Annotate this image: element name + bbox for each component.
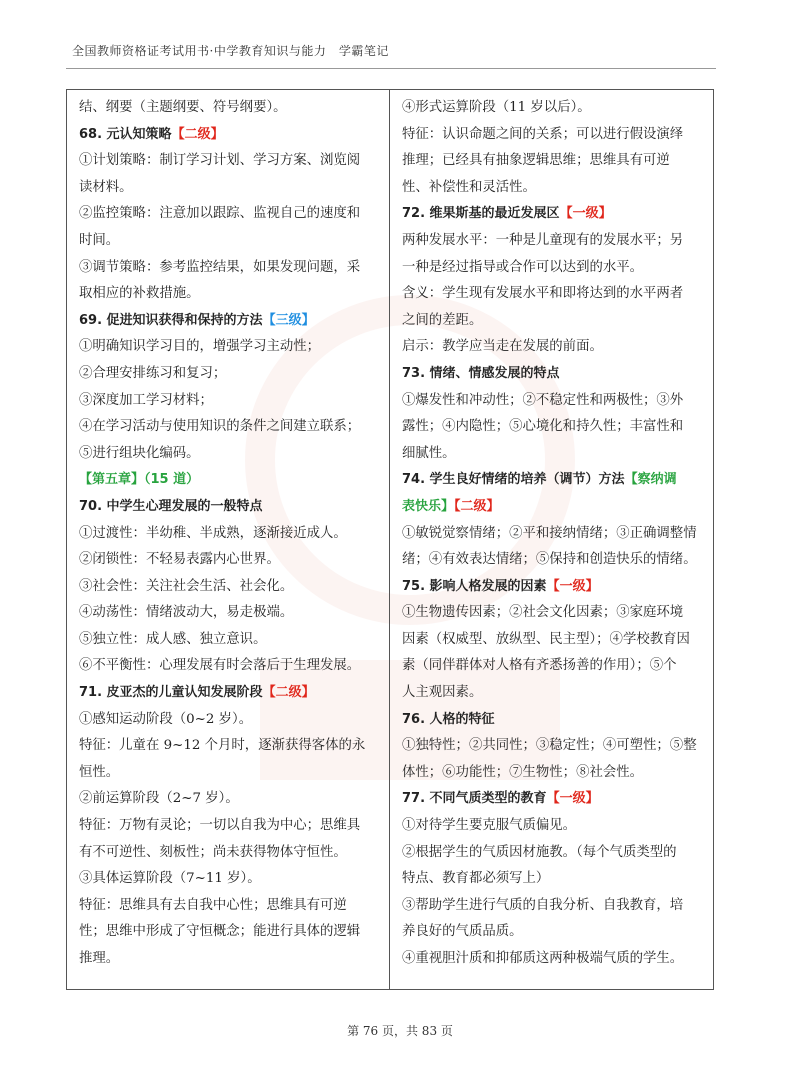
heading-76: [402, 707, 701, 734]
heading-title: 70. 中学生心理发展的一般特点: [79, 498, 263, 514]
text-line: 性；思维中形成了守恒概念；能进行具体的逻辑: [79, 924, 361, 940]
heading-75: [402, 574, 701, 601]
level-tag: 【二级】: [454, 498, 500, 514]
heading-69: [79, 308, 377, 335]
heading-title: 72. 维果斯基的最近发展区: [402, 206, 560, 222]
heading-72: [402, 201, 701, 228]
text-line: 性、补偿性和灵活性。: [402, 179, 536, 195]
heading-title: 76. 人格的特征: [402, 711, 495, 727]
text-line: 两种发展水平：一种是儿童现有的发展水平；另: [402, 232, 684, 248]
text-line: ③深度加工学习材料；: [79, 392, 213, 408]
text-line: ①生物遗传因素；②社会文化因素；③家庭环境: [402, 605, 684, 621]
text-line: 推理；已经具有抽象逻辑思维；思维具有可逆: [402, 153, 670, 169]
heading-title: 77. 不同气质类型的教育: [402, 791, 547, 807]
text-line: ⑥不平衡性：心理发展有时会落后于生理发展。: [79, 658, 361, 674]
left-column: [67, 90, 390, 989]
text-line: 特征：思维具有去自我中心性；思维具有可逆: [79, 897, 347, 913]
level-tag: 【二级】: [171, 126, 224, 142]
heading-title: 73. 情绪、情感发展的特点: [402, 365, 560, 381]
text-line: 一种是经过指导或合作可以达到的水平。: [402, 259, 644, 275]
text-line: 因素（权威型、放纵型、民主型）；④学校教育因: [402, 631, 690, 647]
level-tag: 【一级】: [546, 578, 599, 594]
text-line: 体性；⑥功能性；⑦生物性；⑧社会性。: [402, 764, 644, 780]
level-tag: 【二级】: [262, 685, 315, 701]
text-line: ②闭锁性：不轻易表露内心世界。: [79, 552, 280, 568]
text-line: ④动荡性：情绪波动大，易走极端。: [79, 605, 294, 621]
heading-70: [79, 494, 377, 521]
right-column: [390, 90, 713, 989]
text-line: ①计划策略：制订学习计划、学习方案、浏览阅: [79, 153, 361, 169]
text-line: ③调节策略：参考监控结果，如果发现问题，采: [79, 259, 361, 275]
text-line: ②监控策略：注意加以跟踪、监视自己的速度和: [79, 206, 361, 222]
text-line: ①感知运动阶段（0~2 岁）。: [79, 711, 253, 727]
text-line: 素（同伴群体对人格有齐悉扬善的作用）；⑤个: [402, 658, 677, 674]
text-line: ④形式运算阶段（11 岁以后）。: [402, 100, 591, 115]
heading-74-cont: [402, 494, 701, 521]
text-line: 特征：万物有灵论；一切以自我为中心；思维具: [79, 818, 361, 834]
text-line: ②合理安排练习和复习；: [79, 365, 227, 381]
text-line: 之间的差距。: [402, 312, 483, 328]
text-line: ②前运算阶段（2~7 岁）。: [79, 791, 239, 807]
text-line: 恒性。: [79, 764, 120, 780]
heading-title: 71. 皮亚杰的儿童认知发展阶段: [79, 685, 263, 701]
text-line: 推理。: [79, 951, 120, 966]
text-line: ⑤进行组块化编码。: [79, 445, 200, 461]
text-line: ①爆发性和冲动性；②不稳定性和两极性；③外: [402, 392, 684, 408]
text-line: 特征：认识命题之间的关系；可以进行假设演绎: [402, 126, 684, 142]
text-line: ④重视胆汁质和抑郁质这两种极端气质的学生。: [402, 951, 684, 966]
heading-title: 75. 影响人格发展的因素: [402, 578, 547, 594]
text-line: 细腻性。: [402, 445, 456, 461]
heading-68: [79, 122, 377, 149]
mnemonic-tag: 【察纳调: [624, 472, 677, 488]
heading-73: [402, 361, 701, 388]
text-line: 取相应的补救措施。: [79, 286, 200, 302]
text-line: 有不可逆性、刻板性；尚未获得物体守恒性。: [79, 844, 347, 860]
text-line: 启示：教学应当走在发展的前面。: [402, 339, 603, 355]
heading-title: 68. 元认知策略: [79, 126, 172, 142]
text-line: 绪；④有效表达情绪；⑤保持和创造快乐的情绪。: [402, 552, 697, 568]
text-line: 读材料。: [79, 179, 133, 195]
notes-frame: [66, 89, 714, 990]
text-line: ③具体运算阶段（7~11 岁）。: [79, 871, 261, 887]
text-line: 结、纲要（主题纲要、符号纲要）。: [79, 100, 287, 115]
heading-title: 69. 促进知识获得和保持的方法: [79, 312, 263, 328]
text-line: ①过渡性：半幼稚、半成熟，逐渐接近成人。: [79, 525, 347, 541]
heading-title: 74. 学生良好情绪的培养（调节）方法: [402, 472, 625, 488]
text-line: 人主观因素。: [402, 685, 483, 701]
level-tag: 【三级】: [262, 312, 315, 328]
level-tag: 【一级】: [546, 791, 599, 807]
text-line: ②根据学生的气质因材施教。（每个气质类型的: [402, 844, 677, 860]
text-line: 含义：学生现有发展水平和即将达到的水平两者: [402, 286, 684, 302]
running-header: 全国教师资格证考试用书·中学教育知识与能力 学霸笔记: [72, 44, 389, 58]
text-line: 时间。: [79, 232, 120, 248]
text-line: ①敏锐觉察情绪；②平和接纳情绪；③正确调整情: [402, 525, 697, 541]
text-line: 养良好的气质品质。: [402, 924, 523, 940]
page-number: 第 76 页，共 83 页: [347, 1024, 453, 1038]
text-line: ④在学习活动与使用知识的条件之间建立联系；: [79, 419, 361, 435]
text-line: ①独特性；②共同性；③稳定性；④可塑性；⑤整: [402, 738, 697, 754]
heading-74: [402, 467, 701, 494]
text-line: ⑤独立性：成人感、独立意识。: [79, 631, 267, 647]
text-line: ①明确知识学习目的，增强学习主动性；: [79, 339, 321, 355]
header-divider: [66, 68, 716, 69]
text-line: 特点、教育都必须写上）: [402, 871, 550, 887]
mnemonic-tag: 表快乐】: [402, 498, 455, 514]
heading-77: [402, 786, 701, 813]
text-line: ③帮助学生进行气质的自我分析、自我教育，培: [402, 897, 684, 913]
heading-71: [79, 680, 377, 707]
text-line: ①对待学生要克服气质偏见。: [402, 818, 577, 834]
chapter-heading: 【第五章】（15 道）: [79, 472, 200, 488]
text-line: ③社会性：关注社会生活、社会化。: [79, 578, 294, 594]
text-line: 特征：儿童在 9~12 个月时，逐渐获得客体的永: [79, 738, 366, 754]
text-line: 露性；④内隐性；⑤心境化和持久性；丰富性和: [402, 419, 684, 435]
level-tag: 【一级】: [559, 206, 612, 222]
